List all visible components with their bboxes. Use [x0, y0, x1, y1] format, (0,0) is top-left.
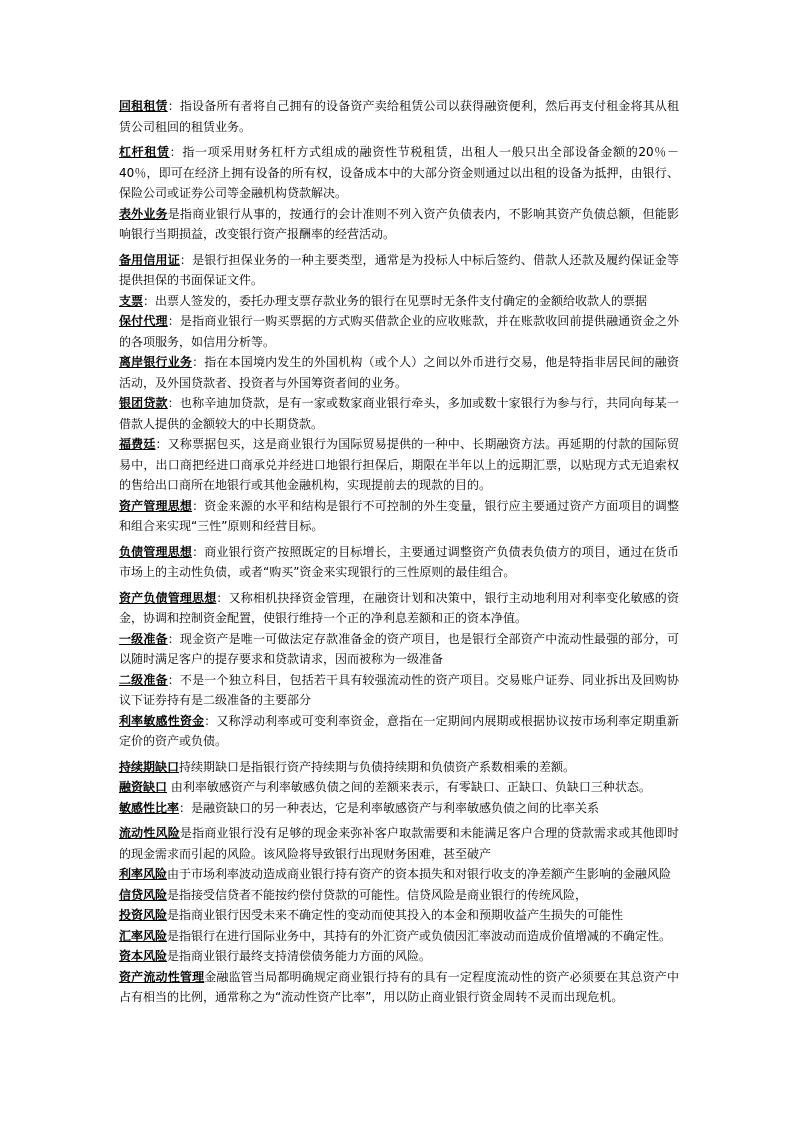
glossary-term: 利率敏感性资金: [119, 713, 205, 728]
glossary-term: 银团贷款: [119, 396, 168, 410]
glossary-term: 融资缺口: [119, 780, 168, 794]
glossary-entry: [119, 629, 679, 670]
glossary-entry: [119, 588, 679, 629]
term-separator: ：: [216, 590, 229, 605]
glossary-definition: 是指商业银行没有足够的现金来弥补客户取款需要和未能满足客户合理的贷款需求或其他即时的现金需求而引起的风险。该风险将导致银行出现财务困难，甚至破产: [119, 826, 679, 861]
glossary-definition: 资金来源的水平和结构是银行不可控制的外生变量，银行应主要通过资产方面项目的调整和组合来实现“三性”原则和经营目标。: [119, 498, 679, 533]
glossary-term: 一级准备: [119, 631, 168, 646]
glossary-term: 资本风险: [119, 949, 168, 963]
glossary-entry: [119, 885, 679, 906]
glossary-entry: [119, 250, 679, 291]
glossary-entry: [119, 798, 679, 819]
glossary-term: 保付代理: [119, 314, 168, 328]
glossary-definition: 是指银行在进行国际业务中，其持有的外汇资产或负债因汇率波动而造成价值增减的不确定性。: [167, 928, 672, 943]
glossary-term: 离岸银行业务: [119, 355, 193, 369]
glossary-entry: [119, 823, 679, 864]
glossary-definition: 持续期缺口是指银行资产持续期与负债持续期和负债资产系数相乘的差额。: [179, 759, 576, 774]
glossary-term: 信贷风险: [119, 887, 168, 902]
glossary-term: 投资风险: [119, 908, 168, 922]
glossary-definition: 是指商业银行最终支持清偿债务能力方面的风险。: [167, 949, 432, 963]
glossary-term: 利率风险: [119, 867, 168, 881]
glossary-definition: 是指商业银行因受未来不确定性的变动而使其投入的本金和预期收益产生损失的可能性: [167, 908, 624, 922]
glossary-definition: 是指商业银行从事的，按通行的会计准则不列入资产负债表内，不影响其资产负债总额，但能影响银行当期损益，改变银行资产报酬率的经营活动。: [119, 206, 679, 241]
term-separator: ：: [167, 396, 180, 410]
glossary-definition: 不是一个独立科目，包括若干具有较强流动性的资产项目。交易账户证券、同业拆出及回购协议下证券持有是二级准备的主要部分: [119, 672, 679, 707]
term-separator: ：: [192, 355, 205, 369]
glossary-definition: 商业银行资产按照既定的目标增长，主要通过调整资产负债表负债方的项目，通过在货币市场上的主动性负债，或者“购买”资金来实现银行的三性原则的最佳组合。: [119, 544, 679, 579]
glossary-definition: 指在本国境内发生的外国机构（或个人）之间以外币进行交易，他是特指非居民间的融资活动，及外国贷款者、投资者与外国筹资者间的业务。: [119, 355, 679, 390]
glossary-entry: [119, 96, 679, 137]
glossary-term: 回租租赁: [119, 99, 168, 113]
glossary-term: 汇率风险: [119, 928, 168, 943]
glossary-definition: 出票人签发的，委托办理支票存款业务的银行在见票时无条件支付确定的金额给收款人的票据: [155, 293, 648, 308]
glossary-definition: 是融资缺口的另一种表达，它是利率敏感资产与利率敏感负债之间的比率关系: [191, 800, 600, 815]
glossary-term: 二级准备: [119, 672, 168, 687]
glossary-definition: 指一项采用财务杠杆方式组成的融资性节税租赁，出租人一般只出全部设备金额的20％－40％，即可在经济上拥有设备的所有权，设备成本中的大部分资金则通过以出租的设备为抵押，由银行、保险公司或证券公司等金融机构贷款解决。: [119, 145, 679, 200]
glossary-entry: [119, 905, 679, 926]
glossary-definition: 又称相机抉择资金管理，在融资计划和决策中，银行主动地利用对利率变化敏感的资金，协调和控制资金配置，使银行维持一个正的净利息差额和正的资本净值。: [119, 590, 679, 625]
term-separator: ：: [143, 293, 156, 308]
term-separator: ：: [179, 252, 193, 267]
glossary-term: 杠杆租赁: [119, 145, 170, 159]
glossary-entry: [119, 542, 679, 583]
term-separator: ：: [204, 713, 217, 728]
term-separator: ：: [169, 145, 183, 159]
glossary-term: 流动性风险: [119, 826, 180, 840]
term-separator: ：: [167, 99, 180, 113]
glossary-definition: 是指商业银行一购买票据的方式购买借款企业的应收账款，并在账款收回前提供融通资金之外的各项服务，如信用分析等。: [119, 314, 679, 349]
document-page: [119, 96, 679, 1008]
glossary-term: 持续期缺口: [119, 759, 180, 774]
glossary-definition: 由利率敏感资产与利率敏感负债之间的差额来表示，有零缺口、正缺口、负缺口三种状态。: [170, 780, 651, 794]
glossary-entry: [119, 711, 679, 752]
glossary-entry: [119, 864, 679, 885]
glossary-term: 资产负债管理思想: [119, 590, 217, 605]
glossary-definition: 也称辛迪加贷款，是有一家或数家商业银行牵头，多加或数十家银行为参与行，共同向每某一借款人提供的金额较大的中长期贷款。: [119, 396, 679, 431]
glossary-term: 资产流动性管理: [119, 969, 205, 984]
term-separator: ：: [192, 498, 205, 513]
glossary-definition: 又称浮动利率或可变利率资金，意指在一定期间内展期或根据协议按市场利率定期重新定价的资产或负债。: [119, 713, 679, 748]
glossary-entry: [119, 142, 679, 204]
glossary-term: 福费廷: [119, 437, 156, 451]
glossary-definition: 是指接受信贷者不能按约偿付贷款的可能性。信贷风险是商业银行的传统风险，: [167, 887, 588, 902]
glossary-definition: 又称票据包买，这是商业银行为国际贸易提供的一种中、长期融资方法。再延期的付款的国际贸易中，出口商把经进口商承兑并经进口地银行担保后，期限在半年以上的远期汇票，以贴现方式无追索权的售给出口商所在地银行或其他金融机构，实现提前去的现款的目的。: [119, 437, 679, 492]
glossary-term: 负债管理思想: [119, 544, 193, 559]
glossary-entry: [119, 352, 679, 393]
glossary-entry: [119, 946, 679, 967]
term-separator: ：: [192, 544, 205, 559]
glossary-entry: [119, 967, 679, 1008]
glossary-definition: 由于市场利率波动造成商业银行持有资产的资本损失和对银行收支的净差额产生影响的金融风险: [167, 867, 672, 881]
glossary-entry: [119, 496, 679, 537]
glossary-definition: 金融监管当局都明确规定商业银行持有的具有一定程度流动性的资产必须要在其总资产中占有相当的比例，通常称之为“流动性资产比率”，用以防止商业银行资金周转不灵而出现危机。: [119, 969, 679, 1004]
glossary-term: 资产管理思想: [119, 498, 193, 513]
glossary-entry: [119, 670, 679, 711]
glossary-entry: [119, 757, 679, 778]
term-separator: ：: [167, 314, 180, 328]
term-separator: ：: [167, 631, 180, 646]
term-separator: ：: [155, 437, 168, 451]
term-separator: ：: [179, 800, 192, 815]
glossary-term: 敏感性比率: [119, 800, 180, 815]
glossary-entry: [119, 777, 679, 798]
glossary-entry: [119, 291, 679, 312]
glossary-definition: 是银行担保业务的一种主要类型，通常是为投标人中标后签约、借款人还款及履约保证金等提供担保的书面保证文件。: [119, 252, 679, 287]
glossary-entry: [119, 393, 679, 434]
glossary-definition: 指设备所有者将自己拥有的设备资产卖给租赁公司以获得融资便利，然后再支付租金将其从租赁公司租回的租赁业务。: [119, 99, 679, 134]
glossary-term: 备用信用证: [119, 252, 180, 267]
glossary-term: 支票: [119, 293, 144, 308]
glossary-entry: [119, 926, 679, 947]
glossary-entry: [119, 204, 679, 245]
glossary-entry: [119, 311, 679, 352]
glossary-definition: 现金资产是唯一可做法定存款准备金的资产项目，也是银行全部资产中流动性最强的部分，可以随时满足客户的提存要求和贷款请求，因而被称为一级准备: [119, 631, 679, 666]
term-separator: ：: [167, 672, 180, 687]
glossary-term: 表外业务: [119, 206, 168, 221]
glossary-entry: [119, 434, 679, 496]
